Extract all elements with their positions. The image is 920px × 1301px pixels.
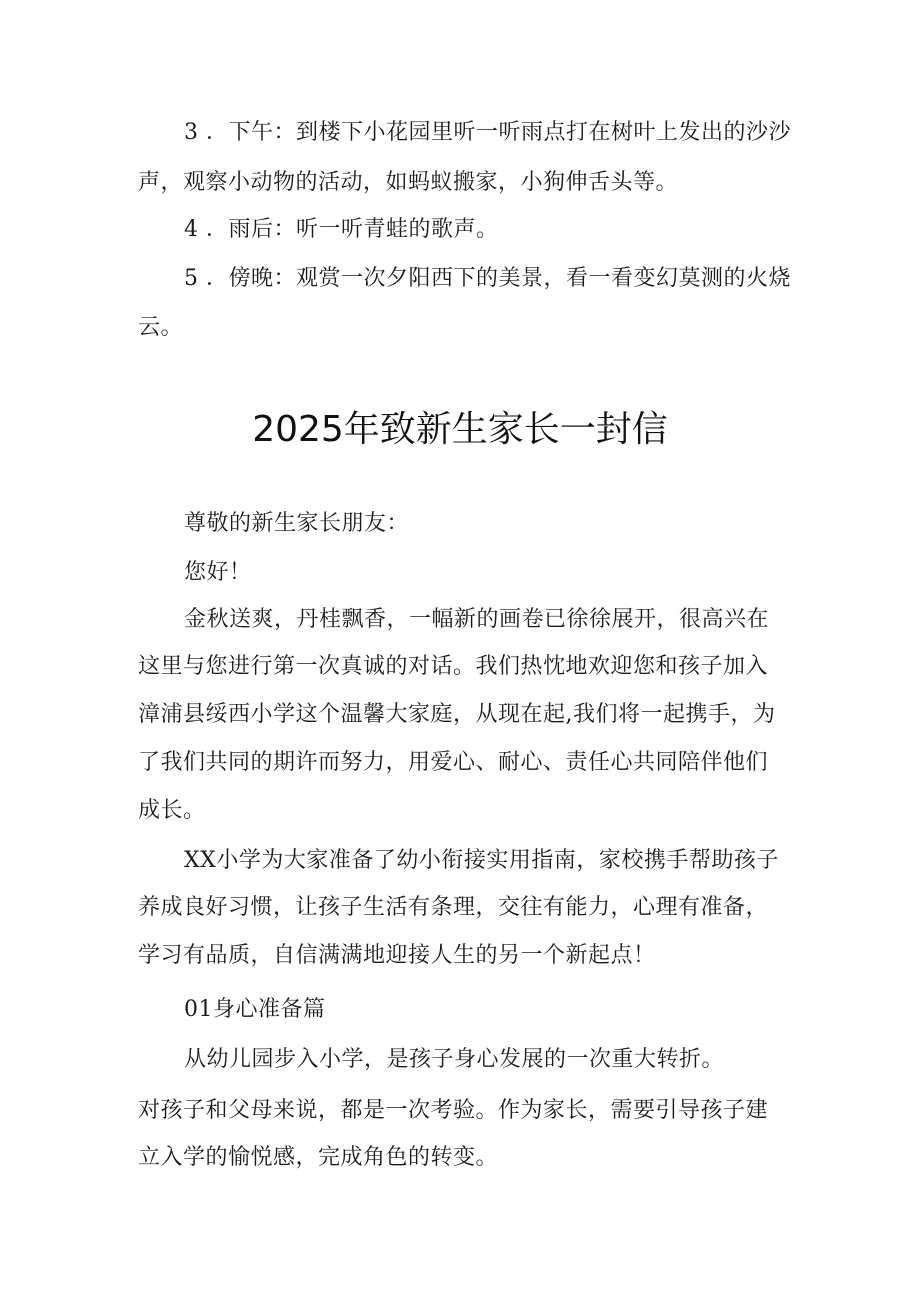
paragraph-1-line: 这里与您进行第一次真诚的对话。我们热忱地欢迎您和孩子加入 [138, 654, 769, 679]
salutation: 尊敬的新生家长朋友： [184, 511, 410, 536]
paragraph-3-line: 从幼儿园步入小学，是孩子身心发展的一次重大转折。 [184, 1047, 725, 1072]
paragraph-2-line: XX小学为大家准备了幼小衔接实用指南，家校携手帮助孩子 [184, 848, 779, 873]
paragraph-2-line: 学习有品质，自信满满地迎接人生的另一个新起点！ [138, 943, 656, 968]
letter-title: 2025年致新生家长一封信 [252, 409, 668, 450]
greeting: 您好！ [184, 560, 252, 585]
paragraph-1-line: 成长。 [138, 798, 206, 823]
paragraph-3-line: 立入学的愉悦感，完成角色的转变。 [138, 1145, 499, 1170]
section-heading: 01身心准备篇 [184, 997, 326, 1022]
paragraph-1-line: 漳浦县绥西小学这个温馨大家庭，从现在起,我们将一起携手，为 [138, 702, 776, 727]
paragraph-1-line: 金秋送爽，丹桂飘香，一幅新的画卷已徐徐展开，很高兴在 [184, 607, 770, 632]
list-item-4: 4 ．雨后：听一听青蛙的歌声。 [184, 217, 499, 242]
list-item-5-line-1: 5 ．傍晚：观赏一次夕阳西下的美景，看一看变幻莫测的火烧 [184, 266, 791, 291]
list-item-3-line-1: 3 ．下午：到楼下小花园里听一听雨点打在树叶上发出的沙沙 [184, 120, 791, 145]
paragraph-3-line: 对孩子和父母来说，都是一次考验。作为家长，需要引导孩子建 [138, 1098, 769, 1123]
paragraph-1-line: 了我们共同的期许而努力，用爱心、耐心、责任心共同陪伴他们 [138, 750, 769, 775]
list-item-3-line-2: 声，观察小动物的活动，如蚂蚁搬家，小狗伸舌头等。 [138, 170, 679, 195]
list-item-5-line-2: 云。 [138, 315, 184, 340]
paragraph-2-line: 养成良好习惯，让孩子生活有条理，交往有能力，心理有准备， [138, 895, 769, 920]
